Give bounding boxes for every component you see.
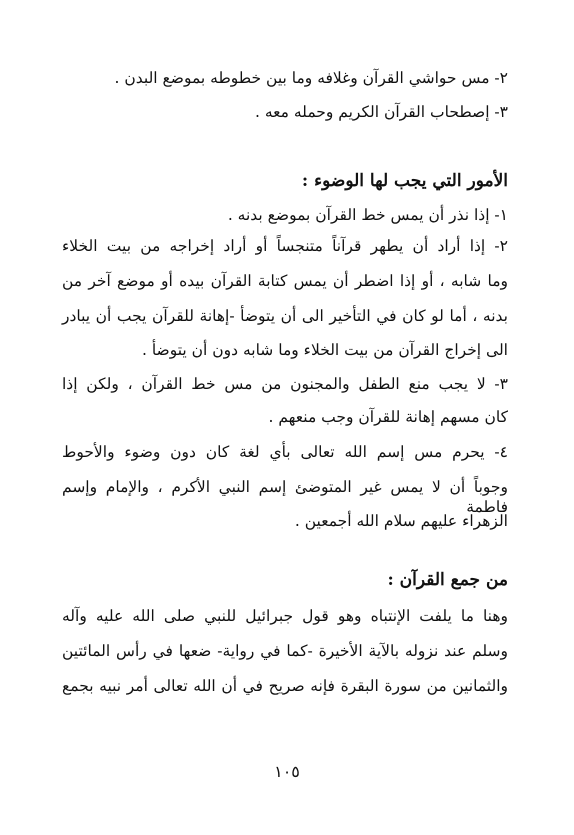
text-line: وما شابه ، أو إذا اضطر أن يمس كتابة القرآن بيده أو موضع آخر من [62,272,508,290]
text-line: الى إخراج القرآن من بيت الخلاء وما شابه دون أن يتوضأ . [141,341,508,359]
text-line: كان مسهم إهانة للقرآن وجب منعهم . [268,408,508,426]
page-number: ١٠٥ [274,762,300,781]
section-heading-wudu: الأمور التي يجب لها الوضوء : [301,171,508,191]
text-line: والثمانين من سورة البقرة فإنه صريح في أن الله تعالى أمر نبيه بجمع [62,677,508,695]
section-heading-quran-collection: من جمع القرآن : [387,570,508,590]
text-line: ٣- إصطحاب القرآن الكريم وحمله معه . [255,103,508,121]
text-line: ١- إذا نذر أن يمس خط القرآن بموضع بدنه . [227,206,508,224]
text-line: ٢- مس حواشي القرآن وغلافه وما بين خطوطه بموضع البدن . [114,69,508,87]
text-line: وهنا ما يلفت الإنتباه وهو قول جبرائيل للنبي صلى الله عليه وآله [62,607,508,625]
text-line: وسلم عند نزوله بالآية الأخيرة -كما في رواية- ضعها في رأس المائتين [62,642,508,660]
text-line: الزهراء عليهم سلام الله أجمعين . [294,512,508,530]
text-line: ٣- لا يجب منع الطفل والمجنون من مس خط القرآن ، ولكن إذا [62,375,508,393]
text-line: وجوباً أن لا يمس غير المتوضئ إسم النبي الأكرم ، والإمام وإسم فاطمة [62,478,508,516]
text-line: بدنه ، أما لو كان في التأخير الى أن يتوضأ -إهانة للقرآن يجب أن يبادر [62,307,508,325]
text-line: ٤- يحرم مس إسم الله تعالى بأي لغة كان دون وضوء والأحوط [62,443,508,461]
text-line: ٢- إذا أراد أن يطهر قرآناً متنجساً أو أراد إخراجه من بيت الخلاء [62,237,508,255]
